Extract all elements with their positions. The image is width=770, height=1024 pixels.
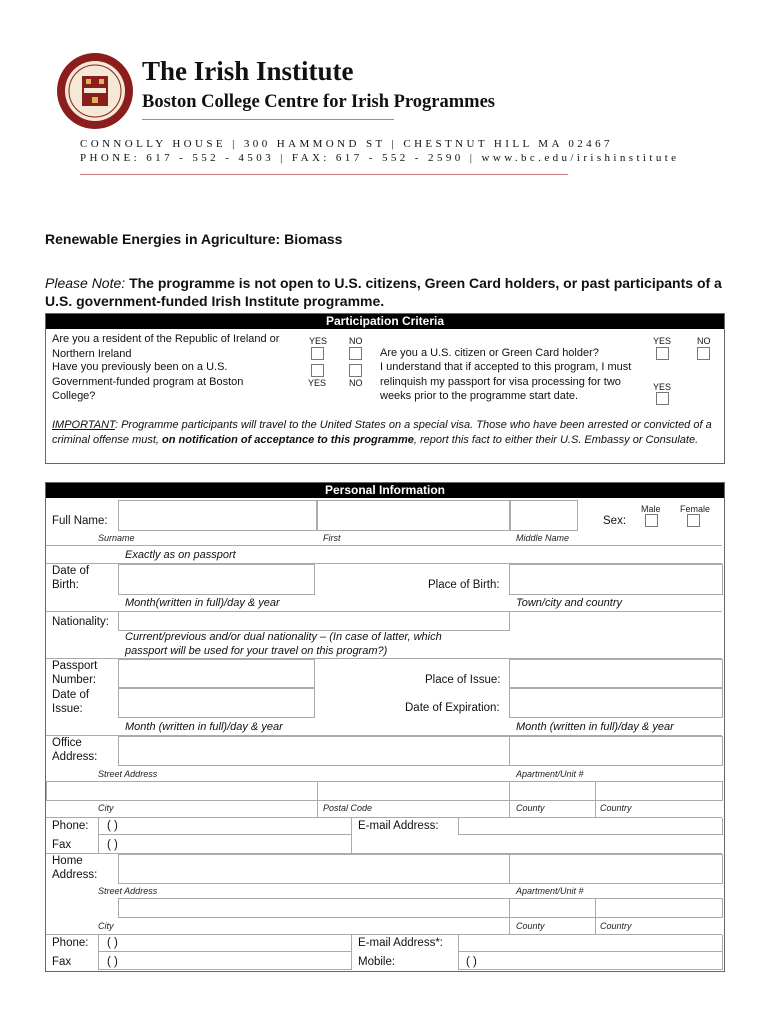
question-previous-program: Have you previously been on a U.S. Government-funded program at Boston College?	[52, 361, 244, 402]
email-input[interactable]	[458, 818, 723, 835]
home-address-label	[52, 854, 97, 882]
no-label: NO	[697, 336, 711, 346]
expiration-date-caption: Month (written in full)/day & year	[516, 721, 674, 733]
col-divider	[595, 898, 596, 934]
important-text-2: , report this fact to either their U.S. Embassy or Consulate.	[413, 433, 699, 446]
home-street-input[interactable]	[118, 854, 510, 884]
contact-line: PHONE: 617 - 552 - 4503 | FAX: 617 - 552 - 2590 | www.bc.edu/irishinstitute	[80, 152, 680, 164]
place-of-issue-label: Place of Issue:	[425, 674, 501, 686]
passport-exact-caption: Exactly as on passport	[125, 549, 236, 561]
female-label: Female	[680, 504, 711, 514]
boston-college-seal	[56, 52, 134, 130]
passport-number-input[interactable]	[118, 659, 315, 688]
dob-label-line2: Birth:	[52, 579, 79, 591]
col-divider	[317, 781, 318, 817]
question-passport: I understand that if accepted to this program, I must relinquish my passport for visa processing for two weeks prior to the programme start date.	[380, 361, 632, 402]
office-street-input[interactable]	[118, 736, 510, 766]
yes-label: YES	[309, 336, 328, 346]
date-of-issue-label	[52, 688, 89, 716]
home-label-line2: Address:	[52, 869, 98, 881]
doi-label-line2: Issue:	[52, 703, 83, 715]
question-resident: Are you a resident of the Republic of Ireland or Northern Ireland	[52, 333, 280, 360]
first-caption: First	[323, 533, 341, 543]
email-label: E-mail Address*:	[358, 937, 444, 949]
office-label-line2: Address:	[52, 751, 98, 763]
dob-label-line1: Date of	[52, 565, 90, 577]
fax-area-code: ( )	[107, 956, 118, 968]
home-phone-input[interactable]	[98, 935, 352, 952]
issue-date-caption: Month (written in full)/day & year	[125, 721, 283, 733]
office-city-row[interactable]	[46, 781, 723, 801]
home-fax-input[interactable]	[98, 952, 352, 970]
passport-label-line1: Passport	[52, 660, 98, 672]
programme-title: Renewable Energies in Agriculture: Biomass	[45, 231, 343, 247]
no-label: NO	[349, 336, 363, 346]
citizen-yes-checkbox[interactable]	[656, 347, 669, 360]
surname-caption: Surname	[98, 533, 135, 543]
country-caption: Country	[600, 803, 632, 813]
section-header: Participation Criteria	[46, 314, 724, 329]
place-of-birth-input[interactable]	[509, 564, 723, 595]
office-address-label	[52, 736, 97, 764]
dob-label	[52, 564, 89, 592]
full-name-label: Full Name:	[52, 515, 108, 527]
participation-criteria-section	[45, 313, 725, 464]
section-header: Personal Information	[46, 483, 724, 498]
yes-label: YES	[308, 378, 327, 388]
nationality-input[interactable]	[118, 611, 510, 631]
phone-area-code: ( )	[107, 820, 118, 832]
yes-label: YES	[653, 382, 672, 392]
middle-name-input[interactable]	[510, 500, 578, 531]
phone-area-code: ( )	[107, 937, 118, 949]
male-checkbox[interactable]	[645, 514, 658, 527]
eligibility-note	[45, 274, 735, 310]
place-of-birth-label: Place of Birth:	[428, 579, 500, 591]
female-checkbox[interactable]	[687, 514, 700, 527]
home-email-input[interactable]	[458, 935, 723, 952]
address-line: CONNOLLY HOUSE | 300 HAMMOND ST | CHESTNUT HILL MA 02467	[80, 138, 613, 150]
previous-no-checkbox[interactable]	[349, 364, 362, 377]
important-label: IMPORTANT	[52, 419, 115, 431]
row-divider	[46, 545, 722, 546]
county-caption: County	[516, 921, 545, 931]
office-apartment-input[interactable]	[509, 736, 723, 766]
date-of-expiration-input[interactable]	[509, 688, 723, 718]
resident-yes-checkbox[interactable]	[311, 347, 324, 360]
fax-label: Fax	[52, 839, 72, 851]
email-label: E-mail Address:	[358, 820, 439, 832]
no-label: NO	[349, 378, 363, 388]
city-caption: City	[98, 803, 114, 813]
postal-caption: Postal Code	[323, 803, 373, 813]
city-caption: City	[98, 921, 114, 931]
important-notice	[52, 418, 716, 447]
street-caption: Street Address	[98, 886, 158, 896]
institute-name: The Irish Institute	[142, 56, 354, 86]
col-divider	[509, 898, 510, 934]
doi-label-line1: Date of	[52, 689, 90, 701]
sex-label: Sex:	[603, 515, 627, 527]
question-us-citizen: Are you a U.S. citizen or Green Card holder?	[380, 347, 599, 359]
important-bold: on notification of acceptance to this programme	[162, 433, 414, 446]
place-of-issue-input[interactable]	[509, 659, 723, 688]
phone-input[interactable]	[98, 818, 352, 835]
important-text-1: : Programme participants will travel to the United States on a special visa. Those who have been arrested or convicted of a criminal offense must,	[52, 419, 712, 446]
county-caption: County	[516, 803, 545, 813]
home-label-line1: Home	[52, 855, 83, 867]
first-name-input[interactable]	[317, 500, 510, 531]
header-rule	[142, 119, 394, 120]
note-text: The programme is not open to U.S. citizens, Green Card holders, or past participants of a U.S. government-funded Irish Institute programme.	[45, 275, 722, 309]
apartment-caption: Apartment/Unit #	[516, 886, 584, 896]
nationality-label: Nationality:	[52, 616, 109, 628]
middle-caption: Middle Name	[516, 533, 570, 543]
passport-label	[52, 659, 97, 687]
street-caption: Street Address	[98, 769, 158, 779]
passport-yes-checkbox[interactable]	[656, 392, 669, 405]
institute-subtitle: Boston College Centre for Irish Programmes	[142, 92, 495, 112]
passport-label-line2: Number:	[52, 674, 97, 686]
phone-label: Phone:	[52, 937, 89, 949]
apartment-caption: Apartment/Unit #	[516, 769, 584, 779]
mobile-input[interactable]	[458, 952, 723, 970]
date-of-expiration-label: Date of Expiration:	[405, 702, 500, 714]
citizen-no-checkbox[interactable]	[697, 347, 710, 360]
home-city-row[interactable]	[118, 898, 723, 918]
col-divider	[595, 781, 596, 817]
yes-label: YES	[653, 336, 672, 346]
country-caption: Country	[600, 921, 632, 931]
header-rule-2	[80, 174, 568, 175]
surname-input[interactable]	[118, 500, 317, 531]
col-divider	[509, 781, 510, 817]
fax-input[interactable]	[98, 835, 352, 854]
town-caption: Town/city and country	[516, 597, 622, 609]
date-of-issue-input[interactable]	[118, 688, 315, 718]
mobile-label: Mobile:	[358, 956, 396, 968]
previous-yes-checkbox[interactable]	[311, 364, 324, 377]
note-lead: Please Note:	[45, 275, 126, 291]
office-label-line1: Office	[52, 737, 82, 749]
dob-caption: Month(written in full)/day & year	[125, 597, 280, 609]
resident-no-checkbox[interactable]	[349, 347, 362, 360]
nationality-caption: Current/previous and/or dual nationality – (In case of latter, which passport will be used for your travel on this program?)	[125, 631, 442, 657]
mobile-area-code: ( )	[466, 956, 477, 968]
fax-label: Fax	[52, 956, 72, 968]
dob-input[interactable]	[118, 564, 315, 595]
fax-area-code: ( )	[107, 839, 118, 851]
phone-label: Phone:	[52, 820, 89, 832]
male-label: Male	[641, 504, 661, 514]
home-apartment-input[interactable]	[509, 854, 723, 884]
